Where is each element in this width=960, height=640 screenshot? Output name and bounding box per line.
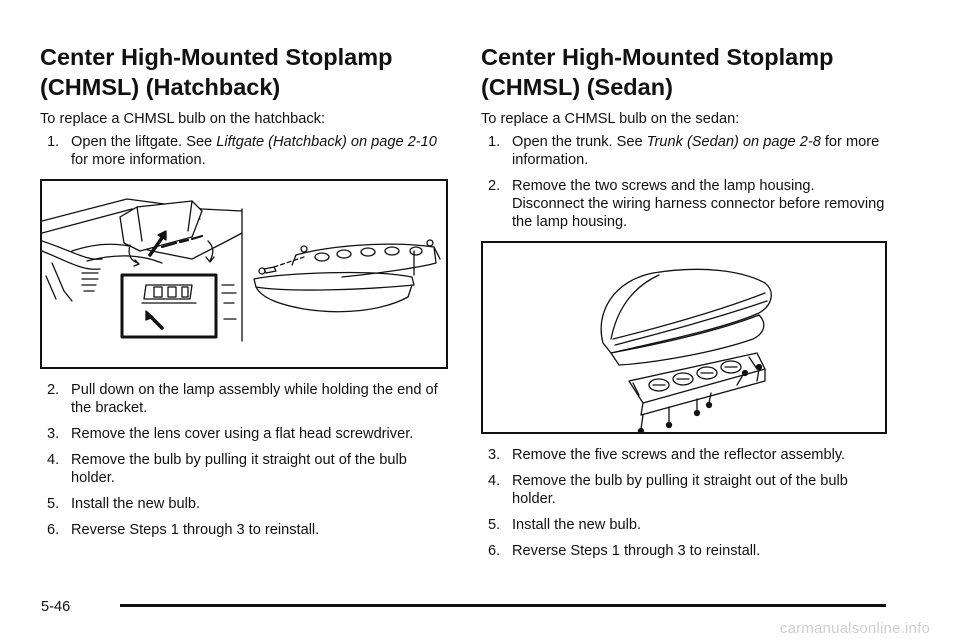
hatchback-title-line1: Center High-Mounted Stoplamp: [40, 44, 393, 70]
step-text: Install the new bulb.: [512, 517, 641, 533]
sedan-steps-after: [481, 446, 887, 560]
sedan-steps-before: [481, 133, 887, 231]
step-number: 2.: [488, 178, 501, 194]
step-text: Open the trunk. See: [512, 134, 647, 150]
step-item: [481, 516, 887, 534]
step-text: Install the new bulb.: [71, 496, 200, 512]
page-number: 5-46: [41, 599, 71, 615]
step-item: [40, 495, 448, 513]
step-number: 4.: [47, 452, 60, 468]
sedan-chmsl-illustration: [481, 241, 887, 434]
step-item: [481, 542, 887, 560]
liftgate-page-reference[interactable]: Liftgate (Hatchback) on page 2-10: [216, 134, 437, 150]
step-text: Open the liftgate. See: [71, 134, 217, 150]
step-item: [40, 425, 448, 443]
step-item: [481, 177, 887, 231]
step-text: Remove the lens cover using a flat head screwdriver.: [71, 426, 414, 442]
step-item: [40, 451, 448, 487]
step-number: 1.: [47, 134, 60, 150]
step-number: 4.: [488, 473, 501, 489]
step-text: Pull down on the lamp assembly while holding the end of the bracket.: [71, 382, 438, 416]
sedan-title-line2: (CHMSL) (Sedan): [481, 74, 673, 100]
sedan-section-title: [481, 42, 887, 102]
hatchback-steps-after: [40, 381, 448, 539]
step-number: 5.: [47, 496, 60, 512]
step-item: [40, 133, 448, 169]
left-column: [40, 42, 448, 547]
hatchback-intro: To replace a CHMSL bulb on the hatchback:: [40, 111, 326, 127]
hatchback-chmsl-illustration: [40, 179, 448, 369]
sedan-title-line1: Center High-Mounted Stoplamp: [481, 44, 834, 70]
step-text: for more information.: [71, 152, 206, 168]
footer-rule: [120, 604, 886, 607]
step-text: Remove the bulb by pulling it straight out of the bulb holder.: [71, 452, 407, 486]
trunk-page-reference[interactable]: Trunk (Sedan) on page 2-8: [646, 134, 821, 150]
step-item: [40, 521, 448, 539]
right-column: [481, 42, 887, 568]
step-text: Remove the bulb by pulling it straight out of the bulb holder.: [512, 473, 848, 507]
step-number: 6.: [47, 522, 60, 538]
hatchback-illustration-drawing: [42, 181, 446, 367]
step-item: [481, 472, 887, 508]
step-number: 1.: [488, 134, 501, 150]
step-number: 2.: [47, 382, 60, 398]
step-item: [40, 381, 448, 417]
step-number: 3.: [47, 426, 60, 442]
step-text: Reverse Steps 1 through 3 to reinstall.: [71, 522, 320, 538]
step-item: [481, 133, 887, 169]
step-text: Remove the five screws and the reflector assembly.: [512, 447, 846, 463]
step-item: [481, 446, 887, 464]
step-text: Remove the two screws and the lamp housing. Disconnect the wiring harness connector before removing the lamp housing.: [512, 178, 885, 230]
hatchback-title-line2: (CHMSL) (Hatchback): [40, 74, 281, 100]
hatchback-steps-before: [40, 133, 448, 169]
step-number: 6.: [488, 543, 501, 559]
step-text: for more information.: [512, 134, 880, 168]
hatchback-section-title: [40, 42, 448, 102]
watermark-text: carmanualsonline.info: [779, 620, 930, 637]
step-text: Reverse Steps 1 through 3 to reinstall.: [512, 543, 761, 559]
step-number: 3.: [488, 447, 501, 463]
sedan-illustration-drawing: [483, 243, 885, 432]
sedan-intro: To replace a CHMSL bulb on the sedan:: [481, 111, 740, 127]
step-number: 5.: [488, 517, 501, 533]
